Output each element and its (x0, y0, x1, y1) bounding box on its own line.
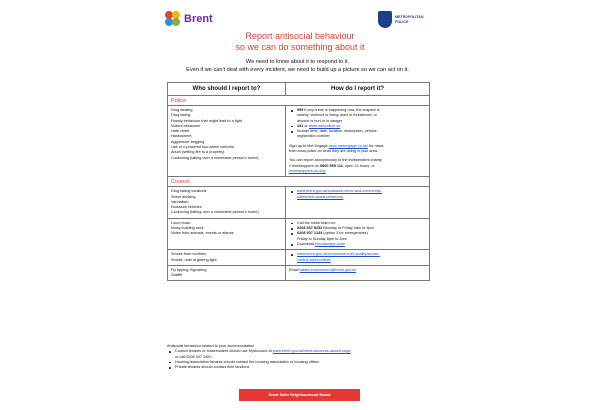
list-item: 0208 937 1234 (option 3 for emergencies) (289, 231, 426, 236)
list-item-cont: or call 0208 937 2400. (175, 354, 213, 359)
col-header-who: Who should I report to? (168, 83, 286, 95)
list-item: Private tenants should contact their landlord. (167, 365, 430, 370)
brent-logo-icon (165, 11, 181, 27)
list-item: Use of e-powered two-wheel vehicles (171, 145, 234, 150)
page-title: Report antisocial behaviour so we can do something about it (235, 31, 365, 52)
list-item: Hate crime (171, 129, 190, 134)
bonfires-link-cont[interactable]: control-and-bonfires (297, 257, 331, 262)
list-item: Vandalism (171, 199, 189, 204)
list-item: Noise from animals, events or alarms (171, 231, 234, 236)
brent-logo (165, 10, 213, 28)
met-engage-link[interactable]: www.metengage.co.uk/ (328, 143, 368, 148)
waste-email-link[interactable]: waste.enforcement@brent.gov.uk (299, 267, 357, 272)
col-header-how: How do I report it? (331, 86, 384, 92)
list-item: Rowdy behaviour that might lead to a fight (171, 118, 242, 123)
list-item: Smoke from bonfires (171, 252, 207, 257)
crimestoppers-text: You can report anonymously to the independent charity (289, 158, 382, 163)
list-item-cont: registration number (297, 134, 330, 139)
met-engage-text: Sign up to Met Engage www.metengage.co.uk/ for news (289, 143, 384, 148)
brent-logo-text: Brent (184, 13, 213, 25)
list-item: 0208 937 5252 Monday to Friday 9am to 6pm (289, 226, 426, 231)
list-item: Cuckooing (taking over a vulnerable person's home) (171, 155, 259, 160)
list-item-cont: anyone is hurt or in danger (297, 118, 343, 123)
accommodation-heading: Antisocial behaviour related to your accommodation (167, 344, 255, 348)
list-item: Arson (setting fire to a property) (171, 150, 225, 155)
list-item: 999 if any crime is happening now, the suspect is (289, 108, 426, 113)
list-item: Street drinking (171, 194, 196, 199)
list-item: 101 or www.met.police.uk (289, 124, 426, 129)
intro-text: We need to know about it to respond to it. Even if we can't deal with every incident, we need to build up a picture so we can act on it. (186, 59, 409, 73)
my-account-link[interactable]: www.brent.gov.uk/brent-accounts-launch-page (272, 349, 351, 354)
list-item: Housing association tenants should contact the housing association or housing officer. (167, 360, 430, 365)
list-item-cont: nearby, violence is being used or threatened, or (297, 113, 377, 118)
police-logo-line1: METROPOLITAN (395, 14, 424, 19)
list-item: Nuisance vehicles (171, 205, 202, 210)
section-council: Council (168, 176, 429, 186)
table-row-council-4: Fly tipping, flyposting Graffiti Email waste.enforcement@brent.gov.uk (168, 265, 429, 281)
met-police-link[interactable]: www.met.police.uk (308, 123, 341, 128)
table-row-council-1 (168, 186, 429, 217)
list-item: Download thenoiseapp.com/ (289, 242, 426, 247)
list-item: Loud music (171, 220, 191, 225)
list-item-cont: Friday to Sunday 6pm to 2am (297, 236, 347, 241)
accommodation-section (167, 344, 430, 370)
report-table (167, 82, 430, 281)
list-item: Drug dealing (171, 108, 193, 112)
list-item: Noisy building work (171, 226, 204, 231)
crimestoppers-link[interactable]: crimestoppers-uk.org/ (289, 168, 326, 173)
section-police: Police (168, 95, 429, 105)
police-issues (168, 106, 286, 176)
table-row-police (168, 105, 429, 176)
table-header (168, 83, 429, 95)
list-item: Council tenants or leaseholders should use MyAccount at www.brent.gov.uk/brent-accounts-launch-page (167, 349, 430, 354)
asb-link[interactable]: www.brent.gov.uk/nuisance-crime-and-community- (297, 189, 382, 194)
list-item: Harassment (171, 134, 192, 139)
table-row-council-3 (168, 249, 429, 265)
list-item: Drug taking (171, 113, 191, 118)
table-row-council-2 (168, 218, 429, 249)
list-item: Smells, dust or glaring light (171, 257, 217, 262)
list-item: Fly tipping, flyposting (171, 267, 207, 272)
list-item: Cuckooing (taking over a vulnerable person's home) (171, 210, 259, 215)
list-item: Drug taking locations (171, 189, 207, 194)
met-police-logo (378, 11, 423, 28)
police-how: 999 if any crime is happening now, the suspect is nearby, violence is being used or threatened, or anyone is hurt or in danger 101 or www.met.police.uk Include time, date, location, description, vehicle registration number Sign up to Met Engage www.metengage.co.uk/ for news from local police on what they are doing in your area. You can report anonymously to the independent charity Crimestoppers on 0800 555 111, open 24 hours, or crimestoppers-uk.org/ (286, 106, 429, 176)
bonfires-link[interactable]: www.brent.gov.uk/environment-air-quality/smoke- (297, 252, 380, 257)
list-item: Violent behaviour (171, 123, 201, 128)
list-item: Call the noise team on: (289, 221, 426, 226)
noise-app-link[interactable]: thenoiseapp.com/ (314, 241, 345, 246)
list-item: Graffiti (171, 273, 183, 278)
police-badge-icon (378, 11, 392, 28)
list-item: Aggressive begging (171, 139, 205, 144)
asb-link-cont[interactable]: safety/anti-social-behaviour (297, 194, 344, 199)
safer-neighbourhood-board-button[interactable]: Brent Safer Neighbourhood Board (239, 389, 360, 401)
list-item: Include time, date, location, description, vehicle (289, 129, 426, 134)
police-logo-line2: POLICE (395, 19, 409, 24)
